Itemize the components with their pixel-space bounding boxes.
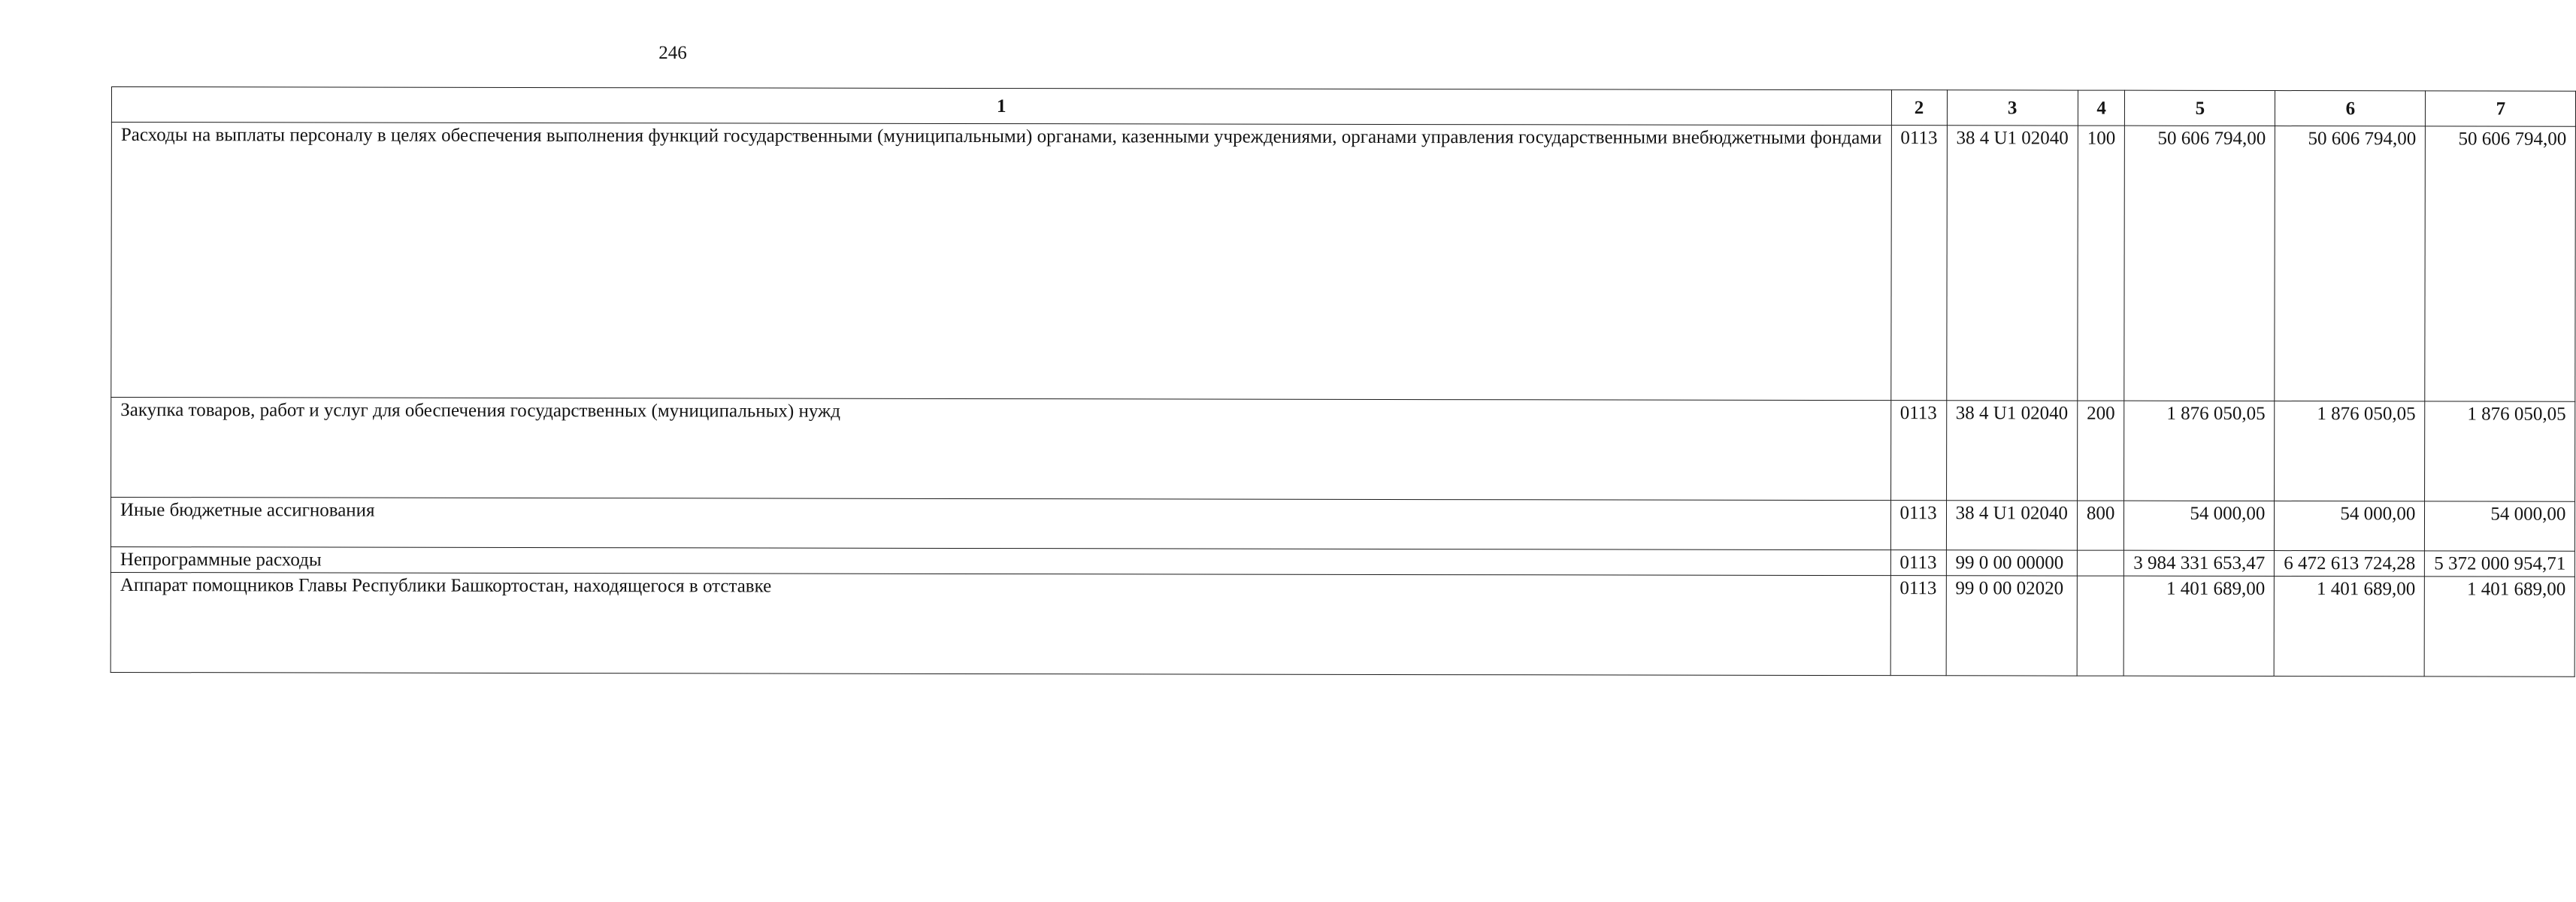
target-article-cell: 38 4 U1 02040 <box>1946 501 2077 550</box>
amount-col6-cell: 1 876 050,05 <box>2275 401 2425 501</box>
amount-col6-cell: 1 401 689,00 <box>2275 577 2425 676</box>
amount-col7-cell: 1 401 689,00 <box>2425 577 2575 676</box>
section-code-cell: 0113 <box>1890 501 1946 550</box>
target-article-cell: 99 0 00 00000 <box>1946 550 2077 576</box>
expense-type-cell <box>2077 550 2124 576</box>
amount-col6-cell: 6 472 613 724,28 <box>2275 551 2425 577</box>
expense-type-cell: 200 <box>2077 401 2124 501</box>
expense-name-cell: Иные бюджетные ассигнования <box>110 498 1890 550</box>
expense-type-cell: 800 <box>2077 501 2124 550</box>
table-row <box>110 498 2575 552</box>
amount-col5-cell: 50 606 794,00 <box>2124 126 2275 401</box>
target-article-cell: 38 4 U1 02040 <box>1946 401 2078 501</box>
amount-col5-cell: 3 984 331 653,47 <box>2124 550 2275 576</box>
amount-col5-cell: 1 401 689,00 <box>2124 576 2275 676</box>
table-row <box>110 572 2575 676</box>
table-row <box>110 546 2574 577</box>
expense-name-cell: Расходы на выплаты персоналу в целях обеспечения выполнения функций государственными (муниципальными) органами, казенными учреждениями, органами управления государственными внебюджетными фондами <box>111 123 1891 401</box>
expense-name-cell: Непрограммные расходы <box>110 546 1890 575</box>
column-header-2: 2 <box>1891 90 1947 126</box>
expense-type-cell: 100 <box>2078 126 2125 401</box>
target-article-cell: 99 0 00 02020 <box>1946 576 2078 676</box>
expense-name-cell: Закупка товаров, работ и услуг для обеспечения государственных (муниципальных) нужд <box>111 398 1891 501</box>
table-header-row <box>111 87 2575 127</box>
section-code-cell: 0113 <box>1890 126 1947 401</box>
page-number: 246 <box>658 43 687 63</box>
column-header-6: 6 <box>2275 91 2426 126</box>
amount-col7-cell: 50 606 794,00 <box>2425 126 2576 401</box>
amount-col7-cell: 54 000,00 <box>2425 501 2575 551</box>
amount-col5-cell: 54 000,00 <box>2124 501 2275 550</box>
expense-name-cell: Аппарат помощников Главы Республики Башкортостан, находящегося в отставке <box>110 572 1890 675</box>
column-header-5: 5 <box>2125 90 2275 126</box>
column-header-7: 7 <box>2426 91 2576 126</box>
amount-col7-cell: 5 372 000 954,71 <box>2425 551 2575 577</box>
section-code-cell: 0113 <box>1890 550 1946 576</box>
amount-col6-cell: 54 000,00 <box>2275 501 2425 551</box>
amount-col7-cell: 1 876 050,05 <box>2425 401 2575 501</box>
target-article-cell: 38 4 U1 02040 <box>1946 126 2078 401</box>
expense-type-cell <box>2077 576 2124 676</box>
table-row <box>111 123 2576 402</box>
column-header-4: 4 <box>2078 90 2125 126</box>
budget-table <box>110 86 2576 677</box>
column-header-3: 3 <box>1947 90 2078 126</box>
section-code-cell: 0113 <box>1890 401 1946 501</box>
table-row <box>111 398 2576 502</box>
section-code-cell: 0113 <box>1890 576 1946 676</box>
column-header-1: 1 <box>111 87 1891 126</box>
amount-col5-cell: 1 876 050,05 <box>2124 401 2275 501</box>
amount-col6-cell: 50 606 794,00 <box>2275 126 2426 401</box>
